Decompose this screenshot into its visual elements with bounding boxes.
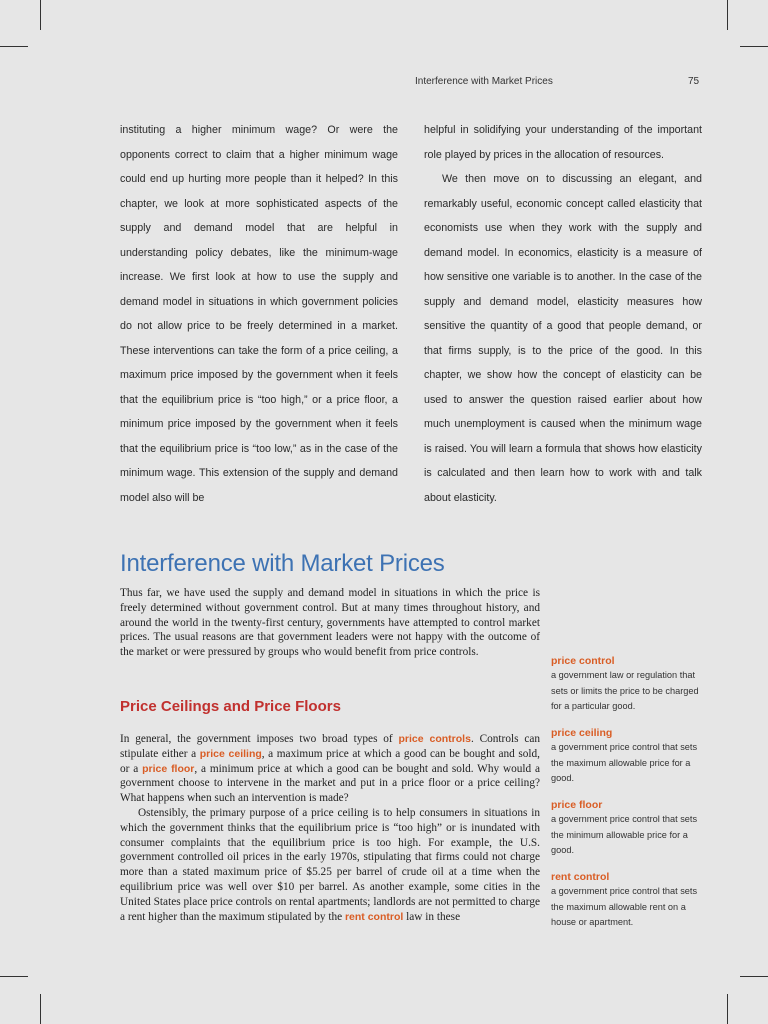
- glossary-definition: a government price control that sets the minimum allowable price for a good.: [551, 814, 698, 855]
- crop-mark: [727, 994, 728, 1024]
- text-run: Ostensibly, the primary purpose of a price ceiling is to help consumers in situations in which the government thinks that the equilibrium price is “too high” or is inundated with consumer complaints that the equilibrium price is too high. For example, the U.S. government controlled oil prices in the early 1970s, stipulating that firms could not charge more than a stated maximum price of $5.25 per barrel of crude oil at a time when the equilibrium price was well over $10 per barrel. As another example, some cities in the United States place price controls on rental apartments; landlords are not permitted to charge a rent higher than the maximum stipulated by the: [120, 806, 540, 923]
- crop-mark: [40, 994, 41, 1024]
- subsection-body: [120, 732, 540, 924]
- page-number: 75: [688, 76, 700, 87]
- paragraph: helpful in solidifying your understanding of the important role played by prices in the allocation of resources.: [424, 124, 702, 161]
- intro-column-left: [120, 118, 398, 510]
- text-run: , a maximum price at which a good can be bought and sold, or a: [120, 747, 540, 775]
- paragraph: [120, 732, 540, 806]
- key-term: price floor: [142, 762, 195, 775]
- paragraph: [120, 806, 540, 924]
- glossary-term: price control: [551, 655, 615, 667]
- paragraph: We then move on to discussing an elegant, and remarkably useful, economic concept called elasticity that economists use when they work with the supply and demand model. In economics, elasticity is a measure of how sensitive one variable is to another. In the case of the supply and demand model, elasticity measures how sensitive the quantity of a good that people demand, or that firms supply, is to the price of the good. In this chapter, we show how the concept of elasticity can be used to answer the question raised earlier about how much unemployment is caused when the minimum wage is raised. You will learn a formula that shows how elasticity is calculated and then learn how to work with and talk about elasticity.: [424, 173, 702, 504]
- glossary-entry: [551, 798, 711, 859]
- key-term: rent control: [344, 910, 404, 923]
- text-run: law in these: [403, 910, 461, 923]
- glossary-entry: [551, 654, 711, 715]
- crop-mark: [0, 976, 28, 977]
- subsection-title: Price Ceilings and Price Floors: [120, 698, 341, 715]
- paragraph: Thus far, we have used the supply and demand model in situations in which the price is freely determined without government control. But at many times throughout history, and around the world in the twenty-first century, governments have attempted to control market prices. The usual reasons are that government leaders were not happy with the outcome of the market or were pressured by groups who would benefit from price controls.: [120, 587, 540, 659]
- glossary-term: rent control: [551, 871, 610, 883]
- running-head: Interference with Market Prices: [415, 76, 553, 87]
- text-run: . Controls can stipulate either a: [120, 733, 540, 760]
- text-run: In general, the government imposes two broad types of: [120, 733, 399, 745]
- section-intro: [120, 586, 540, 660]
- key-term: price controls: [398, 733, 471, 745]
- glossary-definition: a government price control that sets the maximum allowable rent on a house or apartment.: [551, 886, 698, 927]
- intro-column-right: [424, 118, 702, 510]
- glossary-definition: a government price control that sets the maximum allowable price for a good.: [551, 742, 698, 783]
- crop-mark: [40, 0, 41, 30]
- section-title: Interference with Market Prices: [120, 550, 445, 577]
- glossary-entry: [551, 870, 711, 931]
- crop-mark: [727, 0, 728, 30]
- glossary-entry: [551, 726, 711, 787]
- text-run: , a minimum price at which a good can be bought and sold. Why would a government choose to intervene in the market and put in a price floor or a price ceiling? What happens when such an intervention is made?: [120, 762, 541, 805]
- crop-mark: [740, 976, 768, 977]
- key-term: price ceiling: [199, 747, 262, 760]
- crop-mark: [740, 46, 768, 47]
- crop-mark: [0, 46, 28, 47]
- glossary-term: price ceiling: [551, 727, 613, 739]
- paragraph: instituting a higher minimum wage? Or were the opponents correct to claim that a higher minimum wage could end up hurting more people than it helped? In this chapter, we look at more sophisticated aspects of the supply and demand model that are helpful in understanding policy debates, like the minimum-wage increase. We first look at how to use the supply and demand model in situations in which government policies do not allow price to be freely determined in a market. These interventions can take the form of a price ceiling, a maximum price imposed by the government when it feels that the equilibrium price is “too high,” or a price floor, a minimum price imposed by the government when it feels that the equilibrium price is “too low,” as in the case of the minimum wage. This extension of the supply and demand model also will be: [120, 124, 398, 504]
- glossary-definition: a government law or regulation that sets or limits the price to be charged for a particular good.: [551, 670, 699, 711]
- glossary-term: price floor: [551, 799, 603, 811]
